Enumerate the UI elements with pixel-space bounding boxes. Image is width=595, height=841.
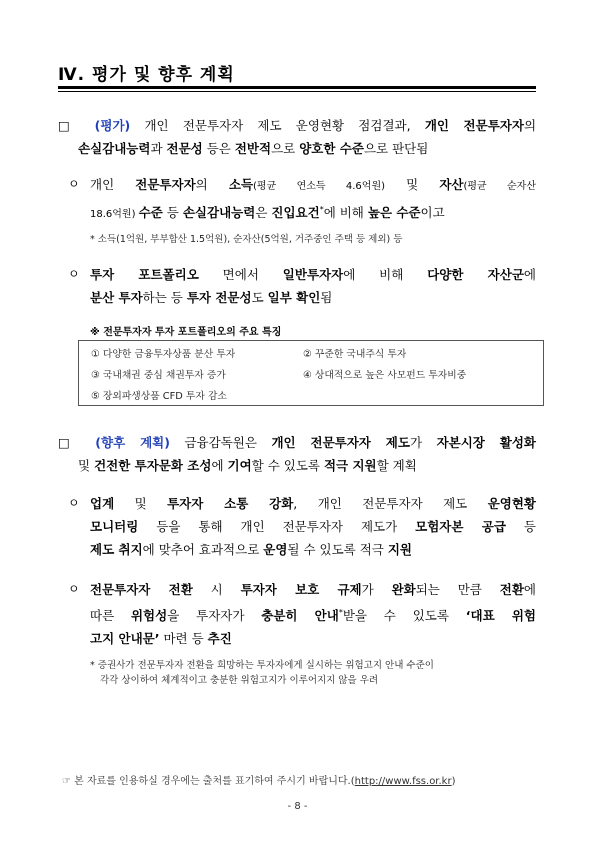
square-bullet-icon: □ (58, 118, 81, 133)
square-bullet-icon: □ (58, 435, 81, 450)
income-assets-bullet: 개인 전문투자자의 소득(평균 연소득 4.6억원) 및 자산(평균 순자산 18.6억원) 수준 등 손실감내능력은 진입요건*에 비해 높은 수준이고 (90, 177, 537, 221)
bullet-marker: ㅇ (68, 496, 80, 510)
heading-rule-thin (58, 91, 536, 92)
bullet-marker: ㅇ (68, 177, 80, 191)
bullet-marker: ㅇ (68, 267, 80, 281)
future-plan-paragraph: □ (향후 계획) 금융감독원은 개인 전문투자자 제도가 자본시장 활성화 및 건전한 투자문화 조성에 기여할 수 있도록 적극 지원할 계획 (58, 435, 536, 473)
portfolio-features-box (78, 340, 544, 406)
feature-item: ③ 국내채권 중심 채권투자 증가 (91, 370, 226, 381)
feature-item: ① 다양한 금융투자상품 분산 투자 (91, 349, 236, 360)
evaluation-paragraph: □ (평가) 개인 전문투자자 제도 운영현황 점검결과, 개인 전문투자자의 손실감내능력과 전문성 등은 전반적으로 양호한 수준으로 판단됨 (58, 118, 537, 156)
page-number: - 8 - (287, 801, 308, 812)
evaluation-tag: (평가) (94, 118, 131, 133)
pointing-hand-icon: ☞ (62, 776, 71, 787)
feature-item: ④ 상대적으로 높은 사모펀드 투자비중 (303, 370, 467, 381)
heading-rule (58, 86, 536, 89)
fss-website-link[interactable]: http://www.fss.or.kr (354, 776, 452, 787)
risk-notice-footnote: * 증권사가 전문투자자 전환을 희망하는 투자자에게 실시하는 위험고지 안내 수준이 각각 상이하여 체계적이고 충분한 위험고지가 이루어지지 않을 우려 (90, 660, 434, 686)
entry-requirement-footnote: * 소득(1억원, 부부합산 1.5억원), 순자산(5억원, 거주중인 주택 등 제외) 등 (90, 234, 403, 245)
portfolio-bullet: 투자 포트폴리오 면에서 일반투자자에 비해 다양한 자산군에 분산 투자하는 등 투자 전문성도 일부 확인됨 (90, 267, 536, 305)
future-plan-tag: (향후 계획) (95, 435, 170, 450)
feature-item: ⑤ 장외파생상품 CFD 투자 감소 (91, 391, 227, 402)
portfolio-features-title: ※ 전문투자자 투자 포트폴리오의 주요 특징 (90, 327, 282, 338)
bullet-marker: ㅇ (68, 582, 80, 596)
industry-communication-bullet: 업계 및 투자자 소통 강화, 개인 전문투자자 제도 운영현황 모니터링 등을 통해 개인 전문투자자 제도가 모험자본 공급 등 제도 취지에 맞추어 효과적으로 운영될 수 있도록 적극 지원 (90, 496, 536, 557)
section-heading: Ⅳ. 평가 및 향후 계획 (58, 65, 235, 85)
risk-notice-bullet: 전문투자자 전환 시 투자자 보호 규제가 완화되는 만큼 전환에 따른 위험성을 투자자가 충분히 안내*받을 수 있도록 ‘대표 위험 고지 안내문’ 마련 등 추진 (90, 582, 537, 647)
feature-item: ② 꾸준한 국내주식 투자 (303, 349, 407, 360)
citation-notice: ☞ 본 자료를 인용하실 경우에는 출처를 표기하여 주시기 바랍니다.(http://www.fss.or.kr) (62, 776, 456, 787)
